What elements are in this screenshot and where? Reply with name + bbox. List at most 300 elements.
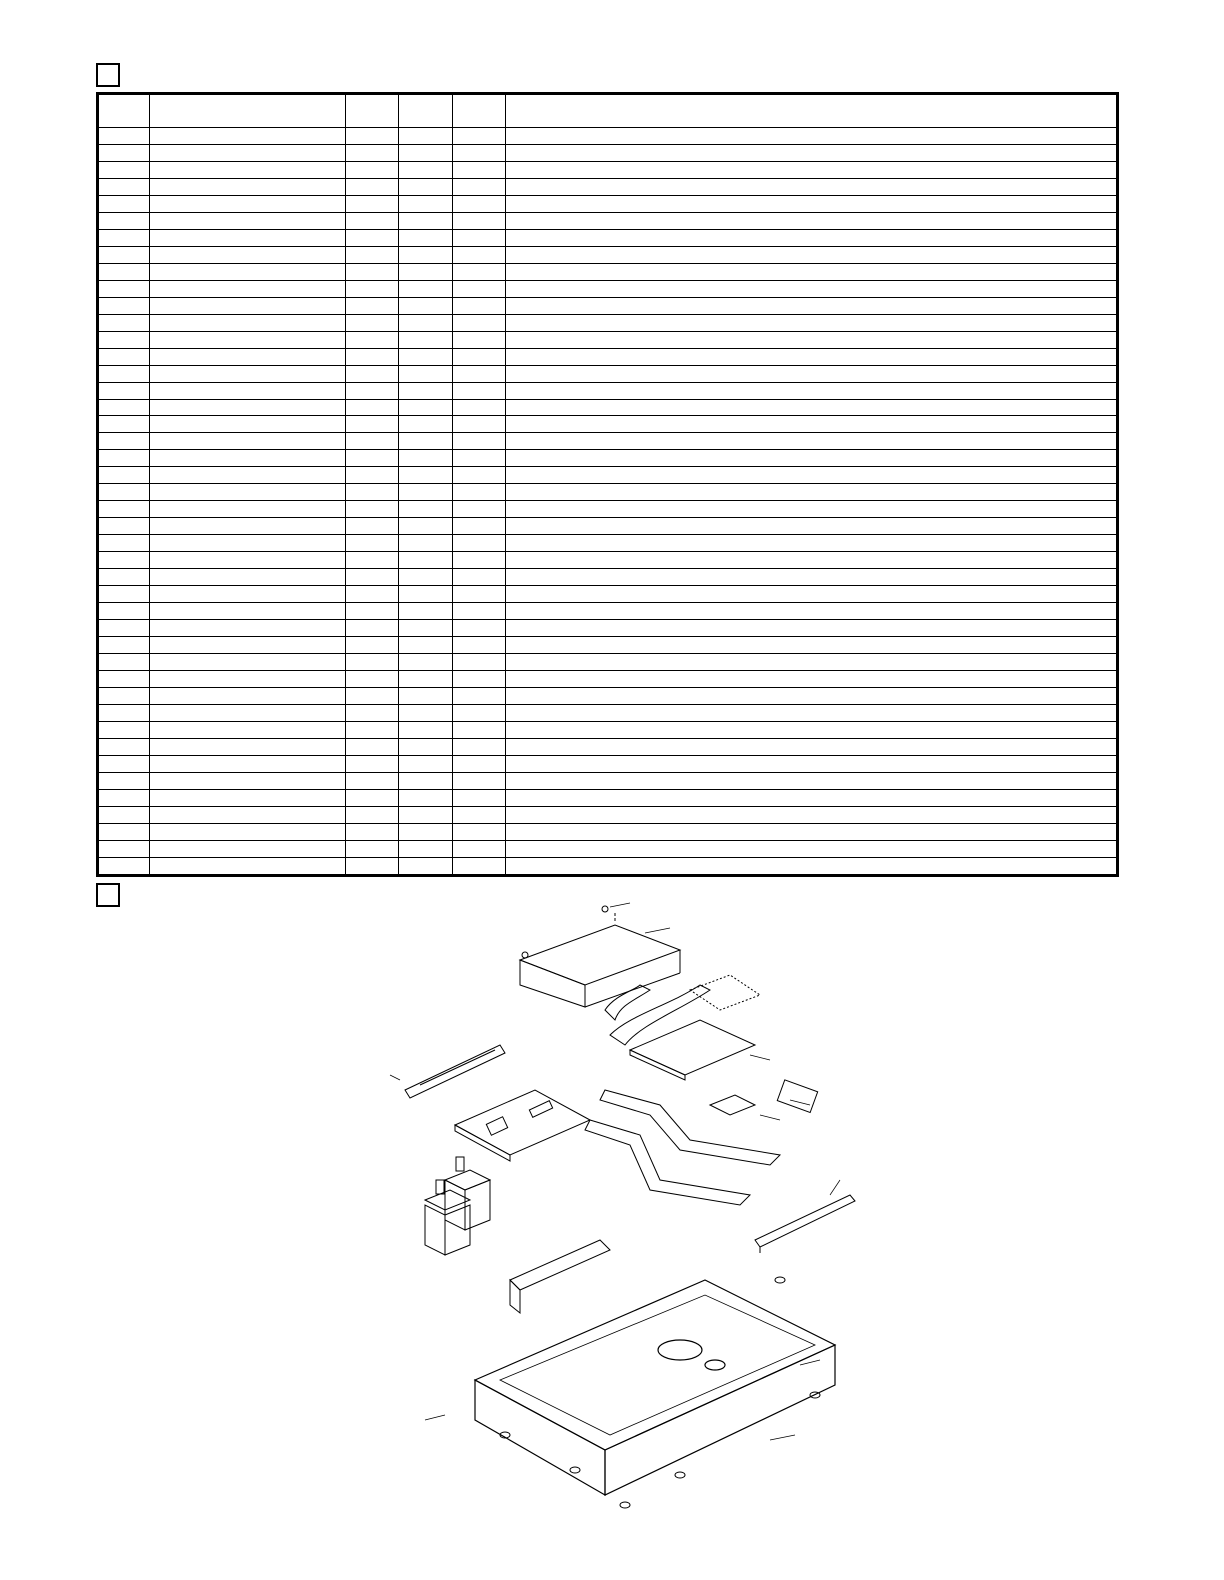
table-cell (150, 687, 346, 704)
table-cell (99, 772, 150, 789)
table-row (99, 671, 1117, 688)
table-row (99, 552, 1117, 569)
table-cell (399, 450, 453, 467)
table-cell (506, 348, 1117, 365)
table-row (99, 857, 1117, 874)
table-cell (453, 348, 506, 365)
table-row (99, 603, 1117, 620)
table-cell (99, 806, 150, 823)
table-row (99, 586, 1117, 603)
table-cell (399, 823, 453, 840)
table-cell (346, 399, 399, 416)
table-cell (99, 738, 150, 755)
table-row (99, 178, 1117, 195)
table-cell (506, 772, 1117, 789)
parts-table-body (99, 128, 1117, 875)
table-row (99, 195, 1117, 212)
table-cell (150, 518, 346, 535)
interior-bracket (510, 1240, 610, 1313)
table-cell (399, 467, 453, 484)
table-row (99, 772, 1117, 789)
table-cell (99, 823, 150, 840)
memory-module (777, 1080, 817, 1113)
table-cell (506, 297, 1117, 314)
table-cell (99, 416, 150, 433)
table-cell (506, 823, 1117, 840)
table-cell (346, 246, 399, 263)
table-cell (346, 416, 399, 433)
table-cell (346, 280, 399, 297)
table-cell (399, 365, 453, 382)
table-row (99, 637, 1117, 654)
table-cell (399, 789, 453, 806)
table-cell (506, 365, 1117, 382)
table-cell (506, 586, 1117, 603)
table-cell (453, 450, 506, 467)
table-cell (506, 128, 1117, 145)
col-header-flag-b (399, 95, 453, 128)
table-row (99, 348, 1117, 365)
table-cell (150, 857, 346, 874)
table-row (99, 738, 1117, 755)
table-cell (399, 687, 453, 704)
table-cell (453, 178, 506, 195)
table-cell (150, 671, 346, 688)
table-cell (399, 212, 453, 229)
table-cell (150, 501, 346, 518)
table-cell (399, 161, 453, 178)
table-cell (399, 331, 453, 348)
table-cell (399, 772, 453, 789)
col-header-code (453, 95, 506, 128)
chassis-cutout (658, 1340, 702, 1360)
table-cell (506, 161, 1117, 178)
table-cell (150, 789, 346, 806)
table-cell (99, 331, 150, 348)
table-cell (346, 433, 399, 450)
table-cell (150, 331, 346, 348)
table-cell (453, 501, 506, 518)
drive-unit (690, 975, 760, 1010)
table-cell (399, 178, 453, 195)
table-cell (99, 620, 150, 637)
table-row (99, 687, 1117, 704)
table-cell (506, 484, 1117, 501)
table-cell (99, 603, 150, 620)
screw-icon (522, 952, 528, 958)
table-cell (346, 178, 399, 195)
table-cell (99, 687, 150, 704)
fan-motor-upper (445, 1157, 490, 1230)
table-cell (150, 535, 346, 552)
flat-cable-assembly (585, 985, 780, 1205)
table-cell (506, 857, 1117, 874)
table-row (99, 620, 1117, 637)
table-row (99, 297, 1117, 314)
table-cell (506, 603, 1117, 620)
table-cell (346, 738, 399, 755)
table-cell (506, 450, 1117, 467)
table-header-row (99, 95, 1117, 128)
table-cell (150, 263, 346, 280)
table-cell (346, 382, 399, 399)
table-cell (150, 229, 346, 246)
table-cell (99, 212, 150, 229)
table-cell (346, 569, 399, 586)
table-row (99, 229, 1117, 246)
table-row (99, 484, 1117, 501)
table-cell (399, 755, 453, 772)
table-row (99, 704, 1117, 721)
table-cell (399, 195, 453, 212)
table-cell (399, 704, 453, 721)
table-cell (453, 586, 506, 603)
rear-rail (755, 1195, 855, 1253)
table-cell (506, 637, 1117, 654)
table-cell (99, 484, 150, 501)
table-cell (399, 637, 453, 654)
table-cell (506, 195, 1117, 212)
table-cell (150, 620, 346, 637)
table-cell (399, 382, 453, 399)
table-cell (99, 857, 150, 874)
table-cell (506, 704, 1117, 721)
table-cell (99, 297, 150, 314)
table-cell (150, 297, 346, 314)
table-cell (346, 806, 399, 823)
table-cell (506, 620, 1117, 637)
table-cell (453, 518, 506, 535)
control-pcb (630, 975, 818, 1115)
chassis-feet (500, 1277, 820, 1508)
col-header-part-number (150, 95, 346, 128)
table-cell (506, 314, 1117, 331)
table-cell (150, 314, 346, 331)
table-cell (150, 280, 346, 297)
table-cell (346, 654, 399, 671)
table-cell (453, 552, 506, 569)
table-cell (99, 840, 150, 857)
table-row (99, 128, 1117, 145)
section-marker-b (96, 883, 120, 907)
table-cell (346, 467, 399, 484)
table-cell (150, 637, 346, 654)
table-cell (453, 620, 506, 637)
table-cell (506, 246, 1117, 263)
table-cell (506, 280, 1117, 297)
table-cell (453, 721, 506, 738)
table-cell (506, 552, 1117, 569)
table-cell (399, 603, 453, 620)
table-cell (99, 161, 150, 178)
table-cell (399, 128, 453, 145)
col-header-description (506, 95, 1117, 128)
table-row (99, 246, 1117, 263)
table-cell (99, 263, 150, 280)
side-bracket-rail (405, 1045, 505, 1098)
table-cell (99, 518, 150, 535)
table-cell (453, 263, 506, 280)
parts-table (98, 94, 1117, 875)
top-cover-plate (520, 906, 680, 1007)
table-cell (99, 229, 150, 246)
table-cell (99, 399, 150, 416)
table-cell (150, 569, 346, 586)
table-cell (453, 399, 506, 416)
parts-list-table (96, 92, 1119, 877)
table-row (99, 433, 1117, 450)
table-cell (99, 586, 150, 603)
section-marker-a (96, 63, 120, 87)
table-cell (453, 161, 506, 178)
table-cell (506, 789, 1117, 806)
table-cell (150, 467, 346, 484)
table-cell (99, 569, 150, 586)
table-row (99, 314, 1117, 331)
table-cell (150, 144, 346, 161)
table-cell (99, 789, 150, 806)
table-cell (99, 654, 150, 671)
table-cell (99, 348, 150, 365)
table-cell (453, 654, 506, 671)
table-cell (506, 331, 1117, 348)
table-cell (399, 484, 453, 501)
table-cell (453, 280, 506, 297)
table-cell (150, 399, 346, 416)
table-cell (346, 365, 399, 382)
table-row (99, 280, 1117, 297)
table-cell (399, 229, 453, 246)
table-cell (99, 195, 150, 212)
table-cell (506, 535, 1117, 552)
table-cell (150, 246, 346, 263)
table-cell (453, 314, 506, 331)
table-cell (150, 416, 346, 433)
table-cell (150, 128, 346, 145)
table-cell (399, 280, 453, 297)
table-cell (150, 195, 346, 212)
table-cell (346, 348, 399, 365)
table-cell (346, 484, 399, 501)
table-cell (506, 399, 1117, 416)
table-cell (399, 144, 453, 161)
table-cell (150, 603, 346, 620)
table-cell (150, 433, 346, 450)
table-row (99, 161, 1117, 178)
table-cell (453, 637, 506, 654)
table-cell (506, 518, 1117, 535)
table-cell (399, 535, 453, 552)
table-cell (346, 637, 399, 654)
table-row (99, 450, 1117, 467)
fan-motor-lower (425, 1180, 470, 1255)
table-cell (150, 586, 346, 603)
table-cell (453, 755, 506, 772)
table-cell (346, 603, 399, 620)
table-cell (506, 840, 1117, 857)
table-cell (150, 840, 346, 857)
table-cell (346, 772, 399, 789)
table-cell (506, 687, 1117, 704)
table-cell (99, 382, 150, 399)
table-cell (399, 586, 453, 603)
table-cell (150, 755, 346, 772)
table-cell (399, 433, 453, 450)
col-header-no (99, 95, 150, 128)
table-cell (506, 178, 1117, 195)
table-cell (453, 144, 506, 161)
table-cell (453, 603, 506, 620)
table-cell (99, 246, 150, 263)
table-cell (453, 671, 506, 688)
table-cell (453, 840, 506, 857)
table-cell (150, 450, 346, 467)
table-cell (150, 484, 346, 501)
table-cell (346, 518, 399, 535)
table-cell (506, 755, 1117, 772)
table-cell (346, 671, 399, 688)
table-cell (150, 161, 346, 178)
table-cell (506, 501, 1117, 518)
table-cell (99, 314, 150, 331)
table-cell (346, 789, 399, 806)
table-cell (346, 331, 399, 348)
table-cell (453, 212, 506, 229)
table-cell (99, 721, 150, 738)
table-cell (506, 806, 1117, 823)
table-cell (399, 671, 453, 688)
table-cell (506, 654, 1117, 671)
table-row (99, 806, 1117, 823)
table-cell (99, 144, 150, 161)
table-cell (346, 857, 399, 874)
table-cell (99, 552, 150, 569)
table-cell (399, 314, 453, 331)
table-cell (453, 195, 506, 212)
table-cell (346, 586, 399, 603)
table-cell (346, 450, 399, 467)
table-cell (453, 382, 506, 399)
table-row (99, 467, 1117, 484)
table-cell (346, 144, 399, 161)
exploded-diagram-svg (360, 895, 880, 1555)
table-cell (346, 297, 399, 314)
table-cell (99, 501, 150, 518)
table-row (99, 755, 1117, 772)
table-cell (506, 229, 1117, 246)
table-row (99, 365, 1117, 382)
table-cell (99, 467, 150, 484)
table-cell (453, 569, 506, 586)
table-cell (150, 212, 346, 229)
table-cell (399, 552, 453, 569)
table-cell (150, 738, 346, 755)
table-cell (453, 823, 506, 840)
main-pcb (455, 1090, 590, 1161)
table-row (99, 840, 1117, 857)
table-cell (506, 433, 1117, 450)
table-row (99, 263, 1117, 280)
table-cell (346, 620, 399, 637)
table-cell (453, 704, 506, 721)
table-cell (506, 263, 1117, 280)
screw-icon (602, 906, 608, 912)
table-cell (99, 535, 150, 552)
table-cell (399, 738, 453, 755)
table-cell (99, 755, 150, 772)
table-cell (453, 806, 506, 823)
table-cell (99, 178, 150, 195)
table-cell (99, 365, 150, 382)
table-cell (346, 823, 399, 840)
table-cell (453, 467, 506, 484)
table-cell (399, 399, 453, 416)
table-cell (150, 654, 346, 671)
table-cell (150, 806, 346, 823)
table-cell (453, 331, 506, 348)
table-cell (150, 704, 346, 721)
table-cell (150, 348, 346, 365)
table-cell (150, 552, 346, 569)
table-cell (399, 569, 453, 586)
table-cell (506, 144, 1117, 161)
table-row (99, 789, 1117, 806)
col-header-flag-a (346, 95, 399, 128)
table-row (99, 501, 1117, 518)
table-cell (346, 721, 399, 738)
table-cell (399, 806, 453, 823)
table-row (99, 382, 1117, 399)
table-cell (346, 195, 399, 212)
table-cell (346, 535, 399, 552)
table-cell (399, 501, 453, 518)
table-cell (346, 840, 399, 857)
table-row (99, 721, 1117, 738)
table-cell (453, 365, 506, 382)
table-cell (453, 738, 506, 755)
table-cell (506, 212, 1117, 229)
table-cell (453, 433, 506, 450)
table-cell (453, 772, 506, 789)
table-cell (99, 128, 150, 145)
table-cell (453, 687, 506, 704)
table-cell (346, 128, 399, 145)
table-cell (453, 229, 506, 246)
table-cell (99, 671, 150, 688)
table-cell (99, 280, 150, 297)
table-cell (99, 704, 150, 721)
base-chassis (475, 1280, 835, 1495)
table-cell (346, 552, 399, 569)
table-cell (399, 246, 453, 263)
table-cell (346, 687, 399, 704)
table-cell (399, 840, 453, 857)
table-cell (506, 569, 1117, 586)
table-cell (399, 654, 453, 671)
table-cell (399, 857, 453, 874)
table-cell (346, 314, 399, 331)
table-cell (399, 263, 453, 280)
table-cell (453, 416, 506, 433)
table-cell (399, 348, 453, 365)
table-row (99, 569, 1117, 586)
table-cell (346, 755, 399, 772)
table-cell (346, 501, 399, 518)
table-cell (346, 704, 399, 721)
table-row (99, 518, 1117, 535)
table-cell (150, 721, 346, 738)
table-row (99, 212, 1117, 229)
